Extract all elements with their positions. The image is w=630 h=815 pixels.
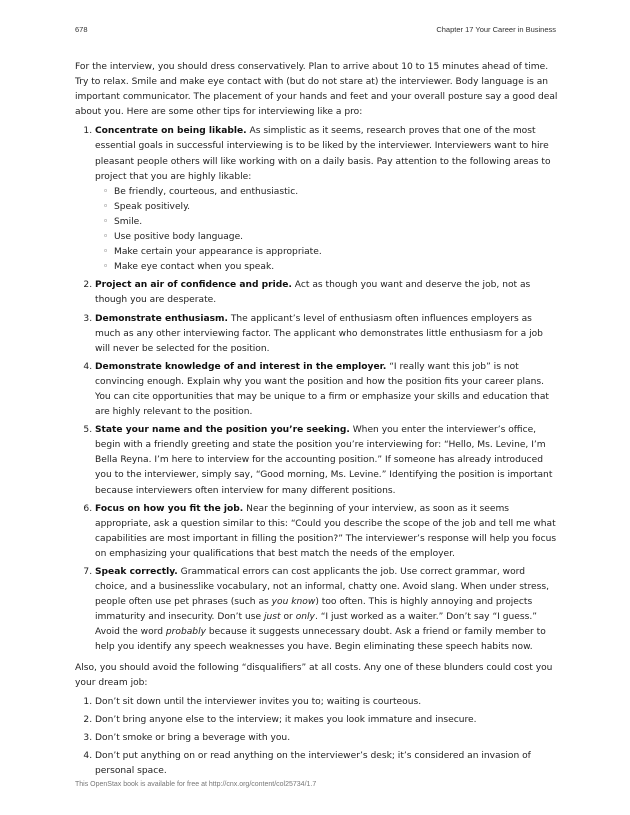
interview-tips-list [75, 124, 559, 655]
tip-title: State your name and the position you’re seeking. [95, 425, 350, 436]
disqualifiers-list [75, 695, 559, 779]
tip-item [95, 312, 559, 357]
sublist-item: ◦ Use positive body language. [114, 230, 559, 245]
tip-text: As simplistic as it seems, research proves that one of the most essential goals in successful interviewing is to be liked by the interviewer. Interviewers want to hire pleasant people others will like working with on a daily basis. Pay attention to the following areas to project that you are highly likable: [95, 126, 551, 182]
tip-item [95, 502, 559, 562]
emphasis: only [295, 612, 315, 623]
page-footer: This OpenStax book is available for free at http://cnx.org/content/col25734/1.7 [75, 781, 317, 788]
tip-text: The applicant’s level of enthusiasm often influences employers as much as any other interviewing factor. The applicant who demonstrates little enthusiasm for a job will never be selected for the position. [95, 313, 543, 354]
emphasis: you know [271, 597, 316, 608]
likable-sublist [95, 185, 559, 276]
sublist-item: ◦ Make certain your appearance is appropriate. [114, 245, 559, 260]
tip-item [95, 278, 559, 308]
tip-item [95, 124, 559, 275]
tip-title: Speak correctly. [95, 567, 178, 577]
disqualifier-item: 3. Don’t smoke or bring a beverage with you. [95, 731, 559, 746]
tip-text: ) too often. This is highly annoying and projects immaturity and insecurity. Don’t use [95, 597, 533, 623]
disqualifiers-intro: Also, you should avoid the following “disqualifiers” at all costs. Any one of these blunders could cost you your dream job: [75, 662, 553, 688]
sublist-item: ◦ Make eye contact when you speak. [114, 260, 559, 275]
tip-text: or [280, 612, 296, 623]
tip-text: Grammatical errors can cost applicants the job. Use correct grammar, word choice, and a businesslike vocabulary, not an informal, chatty one. Avoid slang. When under stress, people often use pet phrases (such as [95, 567, 549, 608]
tip-text: When you enter the interviewer’s office, begin with a friendly greeting and state the position you’re interviewing for: “Hello, Ms. Levine, I’m Bella Reyna. I’m here to interview for the accounting position.” If someone has already introduced you to the interviewer, simply say, “Good morning, Ms. Levine.” Identifying the position is important because interviewers often interview for many different positions. [95, 425, 553, 496]
tip-text: . “I just worked as a waiter.” Don’t say “I guess.” Avoid the word [95, 612, 537, 638]
page-number: 678 [75, 25, 88, 34]
disqualifier-item: 4. Don’t put anything on or read anything on the interviewer’s desk; it’s considered an invasion of personal space. [95, 749, 559, 779]
disqualifier-item: 2. Don’t bring anyone else to the interview; it makes you look immature and insecure. [95, 713, 559, 728]
page-body [75, 60, 559, 784]
tip-title: Concentrate on being likable. [95, 126, 247, 137]
sublist-item: ◦ Be friendly, courteous, and enthusiastic. [114, 185, 559, 200]
running-header: Chapter 17 Your Career in Business [436, 25, 556, 34]
tip-item [95, 360, 559, 420]
tip-text: “I really want this job” is not convincing enough. Explain why you want the position and how the position fits your career plans. You can cite opportunities that may be unique to a firm or emphasize your skills and education that are highly relevant to the position. [95, 361, 549, 418]
tip-item [95, 423, 559, 498]
tip-title: Project an air of confidence and pride. [95, 280, 292, 291]
disqualifier-item: 1. Don’t sit down until the interviewer invites you to; waiting is courteous. [95, 695, 559, 710]
intro-paragraph: For the interview, you should dress conservatively. Plan to arrive about 10 to 15 minutes ahead of time. Try to relax. Smile and make eye contact with (but do not stare at) the interviewer. Body language is an important communicator. The placement of your hands and feet and your overall posture say a good deal about you. Here are some other tips for interviewing like a pro: [75, 62, 558, 118]
sublist-item: ◦ Speak positively. [114, 200, 559, 215]
tip-title: Demonstrate enthusiasm. [95, 313, 228, 324]
emphasis: probably [165, 627, 206, 638]
emphasis: just [264, 612, 281, 623]
tip-item [95, 565, 559, 656]
sublist-item: ◦ Smile. [114, 215, 559, 230]
tip-text: Near the beginning of your interview, as soon as it seems appropriate, ask a question similar to this: “Could you describe the scope of the job and tell me what capabilities are most important in filling the position?” The interviewer’s response will help you focus on emphasizing your qualifications that best match the needs of the employer. [95, 503, 557, 559]
tip-title: Demonstrate knowledge of and interest in the employer. [95, 361, 387, 372]
tip-text: Act as though you want and deserve the job, not as though you are desperate. [95, 280, 531, 306]
tip-title: Focus on how you fit the job. [95, 503, 244, 514]
tip-text: because it suggests unnecessary doubt. Ask a friend or family member to help you identify any speech weaknesses you have. Begin eliminating these speech habits now. [95, 627, 546, 653]
